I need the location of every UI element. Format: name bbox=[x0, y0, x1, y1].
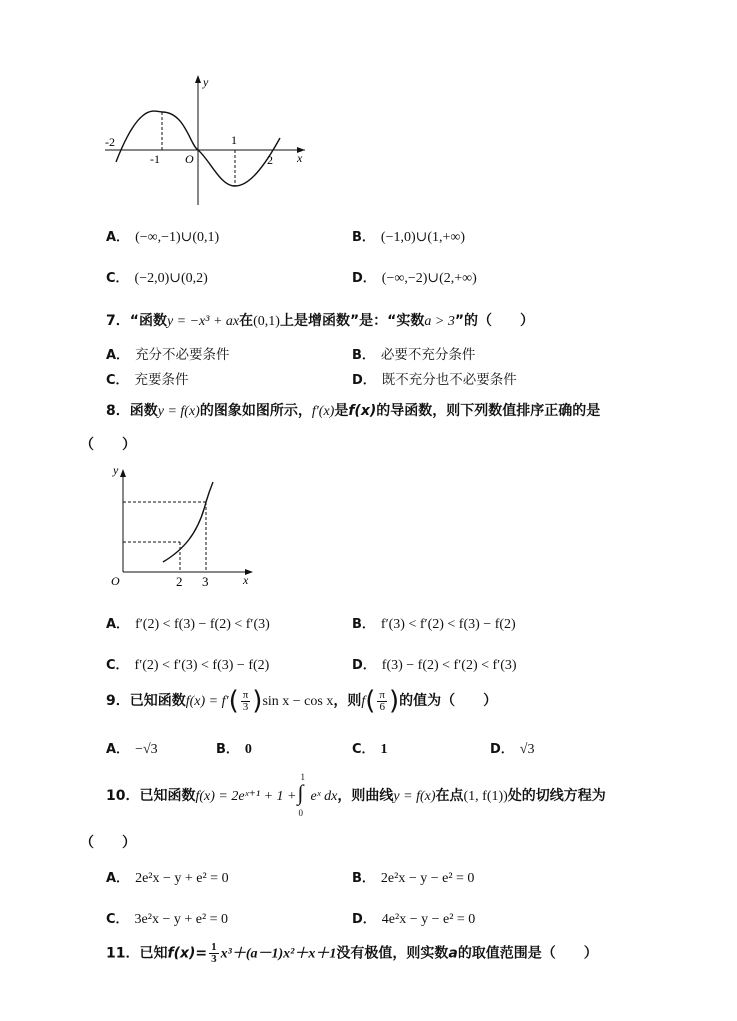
y-axis-arrow bbox=[195, 75, 201, 83]
graph2-x-label: x bbox=[243, 573, 249, 587]
q10-option-a[interactable]: A． 2e²x − y + e² = 0 bbox=[106, 871, 229, 886]
q6-option-b[interactable]: B． (−1,0)∪(1,+∞) bbox=[352, 230, 466, 245]
tick-neg2: -2 bbox=[105, 135, 115, 149]
graph-cubic bbox=[100, 70, 315, 210]
graph-increasing bbox=[103, 462, 258, 590]
q8-paren: （ ） bbox=[80, 437, 136, 453]
q11-stem: 11．已知f(x)= $\frac{1}{3}$ x³＋(a－1)x²＋x＋1没有极值，则实数a的取值范围是（ ） bbox=[106, 941, 598, 965]
graph2-origin: O bbox=[111, 574, 120, 588]
graph1-x-label: x bbox=[297, 151, 303, 165]
q10-option-c[interactable]: C． 3e²x − y + e² = 0 bbox=[106, 912, 229, 927]
q9-stem: 9．已知函数f(x) = f′( $\frac{\pi}{3}$ )sin x − cos x，则f( $\frac{\pi}{6}$ )的值为（ ） bbox=[106, 686, 498, 716]
q10-paren: （ ） bbox=[80, 835, 136, 851]
q10-stem: 10．已知函数f(x) = 2eˣ⁺¹ + 1 + 1 ∫ 0 eˣ dx，则曲线y = f(x)在点(1, f(1))处的切线方程为 bbox=[106, 772, 606, 818]
q8-option-c[interactable]: C． f′(2) < f′(3) < f(3) − f(2) bbox=[106, 658, 270, 673]
q7-option-b[interactable]: B． 必要不充分条件 bbox=[352, 347, 476, 363]
q7-stem: 7．“函数y = −x³ + ax在(0,1)上是增函数”是：“实数a > 3”的（ ） bbox=[106, 313, 535, 329]
graph2-tick-2: 2 bbox=[176, 574, 183, 589]
q9-option-d[interactable]: D． √3 bbox=[490, 742, 535, 757]
q8-option-d[interactable]: D． f(3) − f(2) < f′(2) < f′(3) bbox=[352, 658, 517, 673]
q10-option-d[interactable]: D． 4e²x − y − e² = 0 bbox=[352, 912, 476, 927]
q6-option-a[interactable]: A． (−∞,−1)∪(0,1) bbox=[106, 230, 220, 245]
q6-option-c[interactable]: C． (−2,0)∪(0,2) bbox=[106, 271, 208, 286]
q9-option-b[interactable]: B． 0 bbox=[216, 742, 252, 757]
graph2-y-label: y bbox=[113, 463, 119, 477]
q9-option-a[interactable]: A． −√3 bbox=[106, 742, 158, 757]
graph1-origin: O bbox=[185, 152, 194, 166]
q8-option-b[interactable]: B． f′(3) < f′(2) < f(3) − f(2) bbox=[352, 617, 516, 632]
y-axis-arrow-2 bbox=[120, 469, 126, 477]
tick-2: 2 bbox=[267, 153, 273, 167]
q10-option-b[interactable]: B． 2e²x − y − e² = 0 bbox=[352, 871, 475, 886]
tick-1: 1 bbox=[231, 133, 237, 147]
q8-stem: 8．函数y = f(x)的图象如图所示，f′(x)是f(x)的导函数，则下列数值排序正确的是 bbox=[106, 403, 601, 419]
q7-option-c[interactable]: C． 充要条件 bbox=[106, 372, 189, 388]
q7-option-d[interactable]: D． 既不充分也不必要条件 bbox=[352, 372, 517, 388]
tick-neg1: -1 bbox=[150, 152, 160, 166]
graph1-y-label: y bbox=[203, 75, 209, 89]
q6-option-d[interactable]: D． (−∞,−2)∪(2,+∞) bbox=[352, 271, 477, 286]
q9-option-c[interactable]: C． 1 bbox=[352, 742, 388, 757]
q7-option-a[interactable]: A． 充分不必要条件 bbox=[106, 347, 230, 363]
graph2-tick-3: 3 bbox=[202, 574, 209, 589]
q8-option-a[interactable]: A． f′(2) < f(3) − f(2) < f′(3) bbox=[106, 617, 270, 632]
